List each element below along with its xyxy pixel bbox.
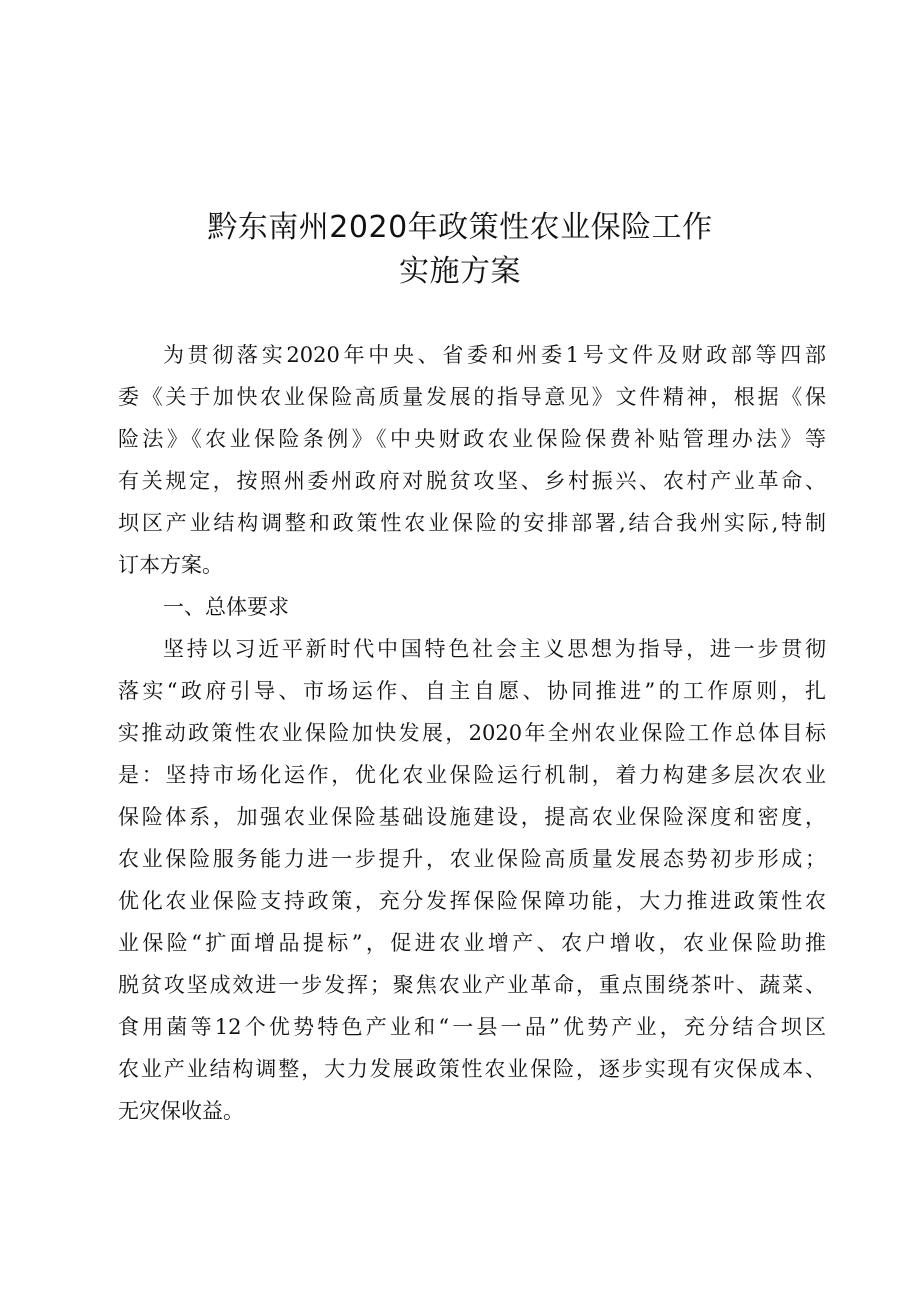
paragraph-2-line: 无灾保收益。 xyxy=(118,1099,244,1123)
paragraph-1-line: 订本方案。 xyxy=(118,553,223,577)
paragraph-1-line: 险法》《农业保险条例》《中央财政农业保险保费补贴管理办法》等 xyxy=(118,427,826,451)
paragraph-2-line: 优化农业保险支持政策，充分发挥保险保障功能，大力推进政策性农 xyxy=(118,889,826,913)
paragraph-2-line: 脱贫攻坚成效进一步发挥；聚焦农业产业革命，重点围绕茶叶、蔬菜、 xyxy=(118,973,826,997)
paragraph-1-line: 有关规定，按照州委州政府对脱贫攻坚、乡村振兴、农村产业革命、 xyxy=(118,469,826,493)
paragraph-2-line: 农业产业结构调整，大力发展政策性农业保险，逐步实现有灾保成本、 xyxy=(118,1057,826,1081)
paragraph-2-line: 食用菌等12个优势特色产业和“一县一品”优势产业，充分结合坝区 xyxy=(118,1015,826,1039)
paragraph-1-line: 为贯彻落实2020年中央、省委和州委1号文件及财政部等四部 xyxy=(163,343,826,367)
section-1-heading: 一、总体要求 xyxy=(163,595,289,619)
paragraph-2-line: 是：坚持市场化运作，优化农业保险运行机制，着力构建多层次农业 xyxy=(118,763,826,787)
paragraph-2-line: 坚持以习近平新时代中国特色社会主义思想为指导，进一步贯彻 xyxy=(163,637,826,661)
document-title-line-1: 黔东南州2020年政策性农业保险工作 xyxy=(207,210,713,245)
paragraph-2-line: 保险体系，加强农业保险基础设施建设，提高农业保险深度和密度， xyxy=(118,805,826,829)
paragraph-2-line: 落实“政府引导、市场运作、自主自愿、协同推进”的工作原则，扎 xyxy=(118,679,826,703)
paragraph-1-line: 坝区产业结构调整和政策性农业保险的安排部署,结合我州实际,特制 xyxy=(118,511,826,535)
document-title-line-2: 实施方案 xyxy=(399,254,521,289)
paragraph-2-line: 农业保险服务能力进一步提升，农业保险高质量发展态势初步形成； xyxy=(118,847,826,871)
paragraph-2-line: 业保险“扩面增品提标”，促进农业增产、农户增收，农业保险助推 xyxy=(118,931,826,955)
paragraph-1-line: 委《关于加快农业保险高质量发展的指导意见》文件精神，根据《保 xyxy=(118,385,826,409)
paragraph-2-line: 实推动政策性农业保险加快发展，2020年全州农业保险工作总体目标 xyxy=(118,721,826,745)
